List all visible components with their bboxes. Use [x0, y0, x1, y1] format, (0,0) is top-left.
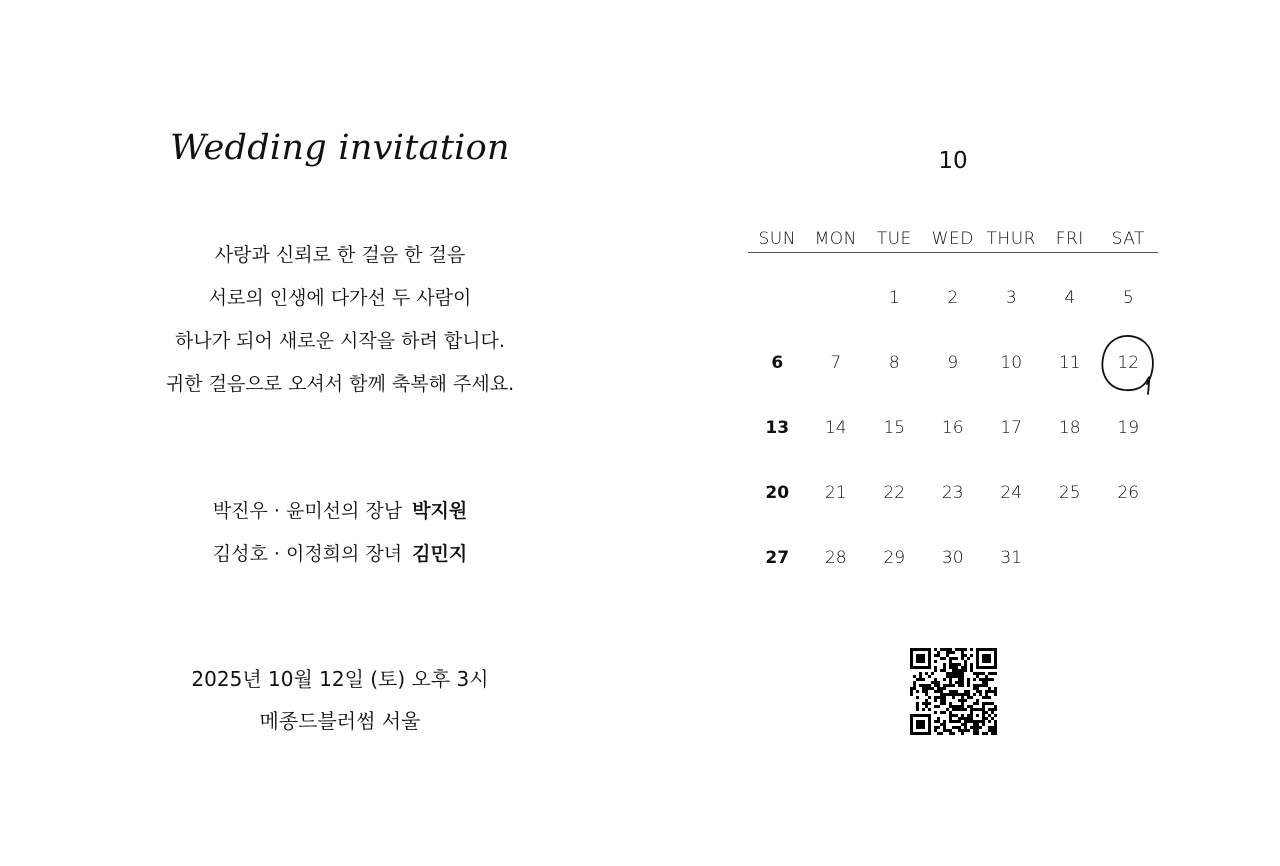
calendar-day: 24: [1000, 483, 1023, 503]
event-info: [140, 664, 540, 748]
weekday-label: THUR: [986, 229, 1036, 249]
calendar-day: 26: [1117, 483, 1140, 503]
wedding-day-circle-icon: [1098, 332, 1158, 396]
calendar-day: 31: [1000, 548, 1023, 568]
calendar-day: 20: [765, 483, 790, 503]
calendar-day: 6: [771, 353, 784, 373]
couple-info: [140, 496, 540, 582]
message-line: 서로의 인생에 다가선 두 사람이: [208, 287, 472, 309]
calendar-day: 10: [1000, 353, 1023, 373]
weekday-label: TUE: [876, 229, 912, 249]
calendar-week: [748, 266, 1158, 331]
calendar-day: 2: [947, 288, 959, 308]
calendar-day: 13: [765, 418, 790, 438]
weekday-label: SAT: [1111, 229, 1145, 249]
groom-row: [140, 496, 540, 539]
invitation-panel: [140, 0, 540, 866]
calendar-week: [748, 396, 1158, 461]
calendar-day: 17: [1000, 418, 1023, 438]
calendar-day: 14: [824, 418, 847, 438]
weekday-label: MON: [814, 229, 857, 249]
qr-code-icon: [910, 648, 997, 735]
calendar-day: 11: [1058, 353, 1081, 373]
bride-row: [140, 539, 540, 582]
calendar-day: 21: [824, 483, 847, 503]
calendar-day: 15: [883, 418, 906, 438]
calendar-day: 19: [1117, 418, 1140, 438]
message-line: 하나가 되어 새로운 시작을 하려 합니다.: [175, 330, 505, 352]
calendar-day: 4: [1064, 288, 1076, 308]
invitation-message: [140, 240, 540, 412]
calendar-day-wedding: 12: [1099, 331, 1158, 396]
calendar-day: 22: [883, 483, 906, 503]
calendar-day: 28: [824, 548, 847, 568]
calendar-week: [748, 331, 1158, 396]
event-datetime: 2025년 10월 12일 (토) 오후 3시: [191, 667, 489, 691]
message-line: 귀한 걸음으로 오셔서 함께 축복해 주세요.: [165, 373, 515, 395]
calendar: [748, 0, 1158, 866]
calendar-day: 30: [941, 548, 964, 568]
bride-name: 김민지: [412, 543, 468, 565]
groom-name: 박지원: [412, 500, 468, 522]
calendar-empty-cell: [807, 266, 866, 331]
weekday-label: WED: [931, 229, 974, 249]
calendar-month: 10: [938, 148, 968, 174]
calendar-day: 7: [830, 353, 842, 373]
calendar-day: 1: [888, 288, 900, 308]
bride-parents: 김성호 · 이정희의 장녀: [212, 543, 403, 565]
calendar-day: 16: [941, 418, 964, 438]
calendar-empty-cell: [1041, 526, 1100, 591]
groom-parents: 박진우 · 윤미선의 장남: [212, 500, 403, 522]
invitation-title: Wedding invitation: [170, 128, 510, 168]
calendar-day: 3: [1005, 288, 1017, 308]
event-venue: 메종드블러썸 서울: [259, 709, 421, 733]
calendar-week: [748, 461, 1158, 526]
weekday-label: FRI: [1055, 229, 1084, 249]
calendar-day: 27: [765, 548, 790, 568]
calendar-empty-cell: [748, 266, 807, 331]
calendar-weekday-header: [748, 226, 1158, 253]
calendar-day: 25: [1058, 483, 1081, 503]
message-line: 사랑과 신뢰로 한 걸음 한 걸음: [214, 244, 466, 266]
calendar-day: 18: [1058, 418, 1081, 438]
calendar-empty-cell: [1099, 526, 1158, 591]
calendar-day: 5: [1122, 288, 1134, 308]
calendar-day: 29: [883, 548, 906, 568]
calendar-grid: [748, 266, 1158, 591]
calendar-day: 8: [888, 353, 900, 373]
calendar-day: 23: [941, 483, 964, 503]
calendar-week: [748, 526, 1158, 591]
weekday-label: SUN: [758, 229, 796, 249]
calendar-day: 9: [947, 353, 959, 373]
